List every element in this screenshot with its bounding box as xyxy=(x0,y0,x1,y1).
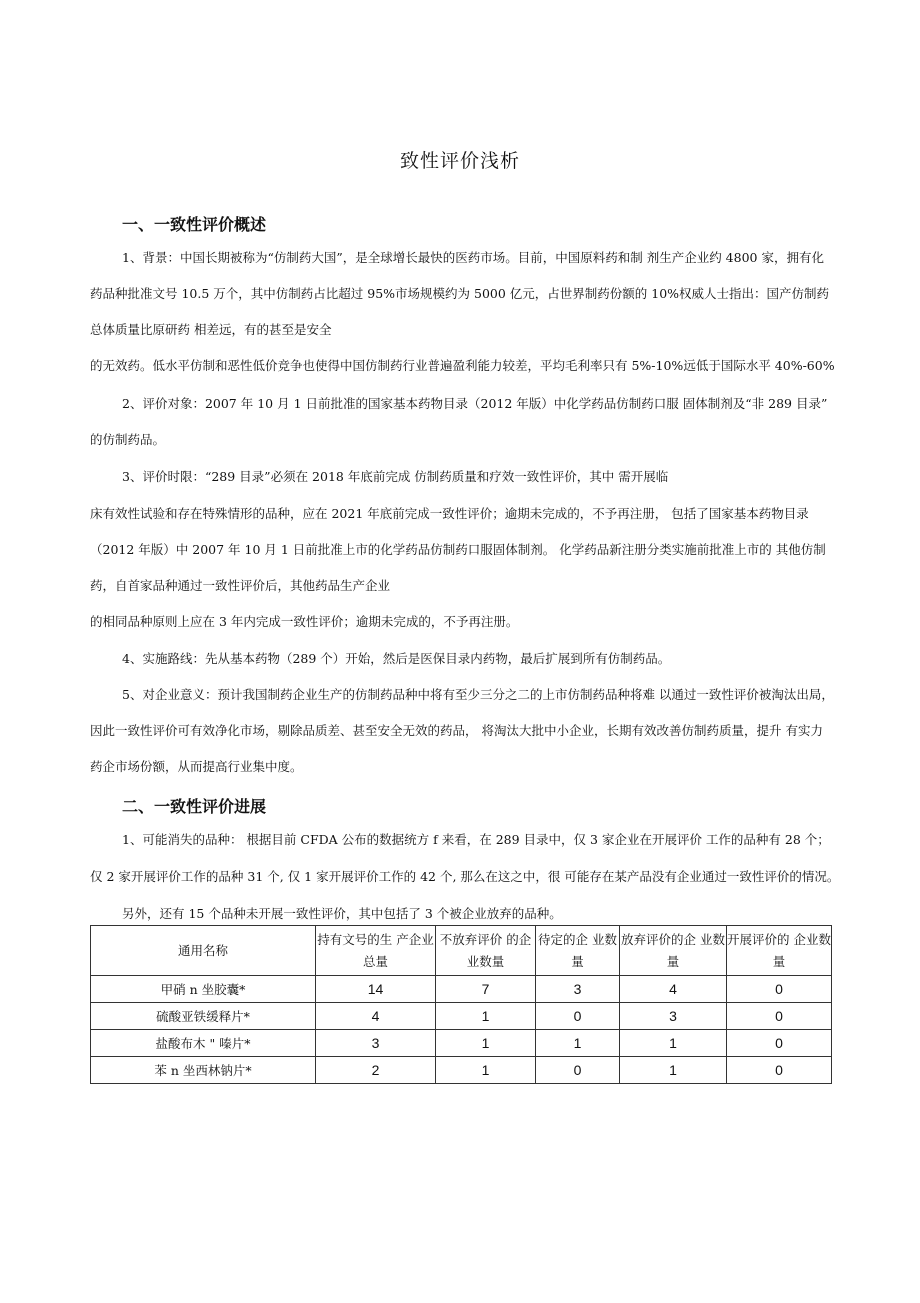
value-cell: 0 xyxy=(727,1003,832,1030)
paragraph-line: 床有效性试验和存在特殊情形的品种，应在 2021 年底前完成一致性评价；逾期未完成的，不予再注册， 包括了国家基本药物目录 xyxy=(90,506,809,521)
header-pending: 待定的企 业数量 xyxy=(536,926,620,976)
table-row xyxy=(91,1003,832,1030)
value-cell: 0 xyxy=(727,1030,832,1057)
value-cell: 3 xyxy=(316,1030,436,1057)
header-generic-name: 通用名称 xyxy=(91,926,316,976)
value-cell: 4 xyxy=(316,1003,436,1030)
header-total-holders: 持有文号的生 产企业总量 xyxy=(316,926,436,976)
table-row xyxy=(91,976,832,1003)
table-row xyxy=(91,1057,832,1084)
value-cell: 0 xyxy=(536,1057,620,1084)
value-cell: 1 xyxy=(536,1030,620,1057)
value-cell: 3 xyxy=(620,1003,727,1030)
header-in-progress: 开展评价的 企业数量 xyxy=(727,926,832,976)
paragraph-line: 的相同品种原则上应在 3 年内完成一致性评价；逾期未完成的，不予再注册。 xyxy=(90,614,519,629)
paragraph-line: 的无效药。低水平仿制和恶性低价竞争也使得中国仿制药行业普遍盈利能力较差，平均毛利率只有 5%-10%远低于国际水平 40%-60% xyxy=(90,358,835,373)
drug-name-cell: 盐酸布木 " 嗪片* xyxy=(91,1030,316,1057)
header-not-abandoned: 不放弃评价 的企业数量 xyxy=(436,926,536,976)
header-abandoned: 放弃评价的企 业数量 xyxy=(620,926,727,976)
paragraph-line: 因此一致性评价可有效净化市场，剔除品质差、甚至安全无效的药品， 将淘汰大批中小企业，长期有效改善仿制药质量，提升 有实力 xyxy=(90,723,823,738)
paragraph-line: 总体质量比原研药 相差远，有的甚至是安全 xyxy=(90,322,332,337)
drug-company-table xyxy=(90,925,832,1084)
value-cell: 7 xyxy=(436,976,536,1003)
paragraph-line: 2、评价对象：2007 年 10 月 1 日前批准的国家基本药物目录（2012 年版）中化学药品仿制药口服 固体制剂及“非 289 目录” xyxy=(122,396,828,411)
value-cell: 1 xyxy=(620,1030,727,1057)
paragraph-line: 1、背景：中国长期被称为“仿制药大国”，是全球增长最快的医药市场。目前，中国原料药和制 剂生产企业约 4800 家，拥有化 xyxy=(122,250,824,265)
drug-name-cell: 苯 n 坐西林钠片* xyxy=(91,1057,316,1084)
value-cell: 1 xyxy=(436,1057,536,1084)
value-cell: 4 xyxy=(620,976,727,1003)
section-heading-overview: 一、一致性评价概述 xyxy=(122,215,267,234)
paragraph-line: 的仿制药品。 xyxy=(90,432,166,447)
value-cell: 3 xyxy=(536,976,620,1003)
section-heading-progress: 二、一致性评价进展 xyxy=(122,797,267,816)
paragraph-line: 4、实施路线：先从基本药物（289 个）开始，然后是医保目录内药物，最后扩展到所有仿制药品。 xyxy=(122,651,671,666)
value-cell: 0 xyxy=(727,976,832,1003)
value-cell: 1 xyxy=(436,1003,536,1030)
value-cell: 1 xyxy=(436,1030,536,1057)
drug-name-cell: 硫酸亚铁缓释片* xyxy=(91,1003,316,1030)
paragraph-line: 1、可能消失的品种： 根据目前 CFDA 公布的数据统方 f 来看，在 289 目录中，仅 3 家企业在开展评价 工作的品种有 28 个； xyxy=(122,832,830,847)
value-cell: 1 xyxy=(620,1057,727,1084)
paragraph-line: 药企市场份额，从而提高行业集中度。 xyxy=(90,759,303,774)
paragraph-line: 5、对企业意义：预计我国制药企业生产的仿制药品种中将有至少三分之二的上市仿制药品种将难 以通过一致性评价被淘汰出局， xyxy=(122,687,834,702)
paragraph-line: 仅 2 家开展评价工作的品种 31 个, 仅 1 家开展评价工作的 42 个, 那么在这之中，很 可能存在某产品没有企业通过一致性评价的情况。 xyxy=(90,869,840,884)
value-cell: 2 xyxy=(316,1057,436,1084)
drug-name-cell: 甲硝 n 坐胶囊* xyxy=(91,976,316,1003)
table-header-row xyxy=(91,926,832,976)
paragraph-line: 药，自首家品种通过一致性评价后，其他药品生产企业 xyxy=(90,578,391,593)
paragraph-line: 3、评价时限：“289 目录”必须在 2018 年底前完成 仿制药质量和疗效一致性评价，其中 需开展临 xyxy=(122,469,669,484)
value-cell: 0 xyxy=(727,1057,832,1084)
paragraph-line: 药品种批准文号 10.5 万个，其中仿制药占比超过 95%市场规模约为 5000 亿元，占世界制药份额的 10%权威人士指出：国产仿制药 xyxy=(90,286,830,301)
value-cell: 14 xyxy=(316,976,436,1003)
value-cell: 0 xyxy=(536,1003,620,1030)
paragraph-line: （2012 年版）中 2007 年 10 月 1 日前批准上市的化学药品仿制药口服固体制剂。 化学药品新注册分类实施前批准上市的 其他仿制 xyxy=(90,542,826,557)
paragraph-line: 另外，还有 15 个品种未开展一致性评价，其中包括了 3 个被企业放弃的品种。 xyxy=(122,906,562,921)
page-title: 致性评价浅析 xyxy=(399,150,520,172)
table-row xyxy=(91,1030,832,1057)
